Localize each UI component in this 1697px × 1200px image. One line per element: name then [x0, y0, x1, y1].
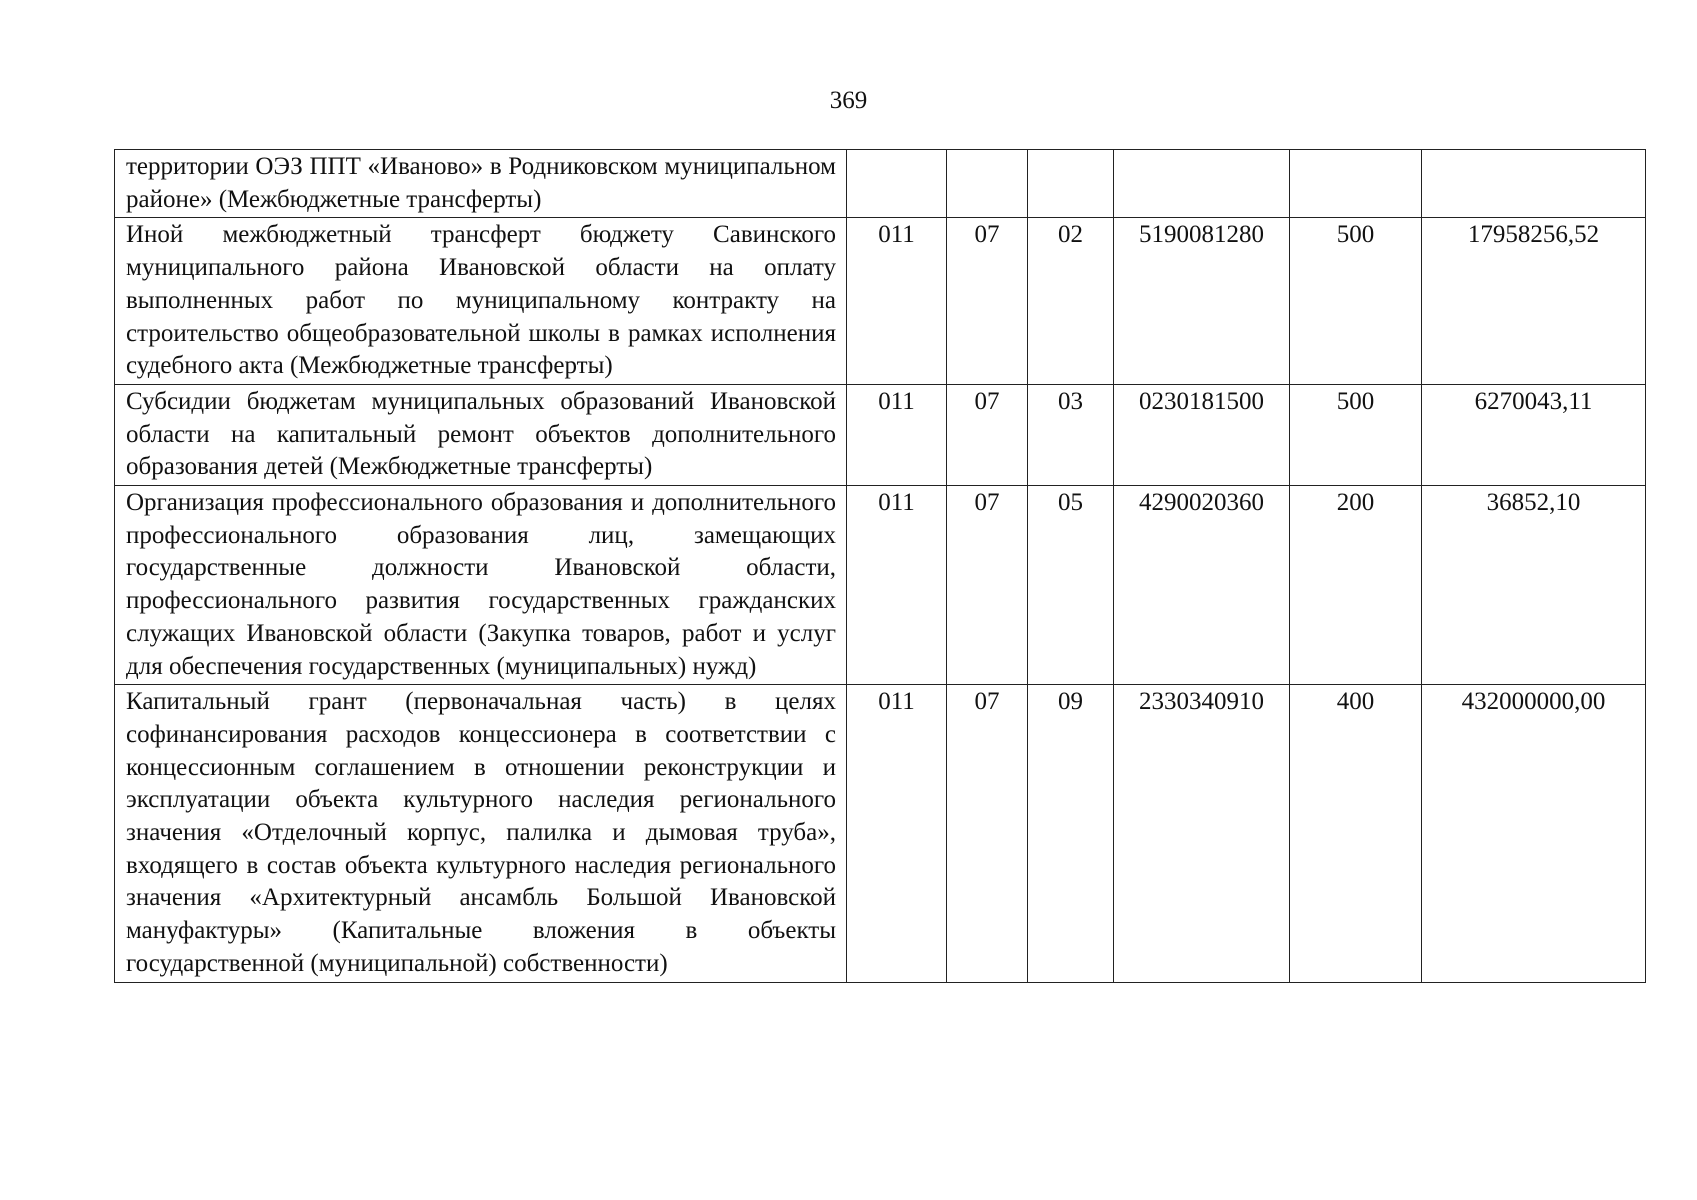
grbs-code: 011: [847, 486, 947, 685]
amount: 17958256,52: [1422, 218, 1646, 385]
section-code: 07: [947, 486, 1028, 685]
table-row: [115, 685, 1646, 982]
target-article-code: 2330340910: [1114, 685, 1290, 982]
amount: [1422, 150, 1646, 218]
budget-table: [114, 149, 1646, 983]
section-code: 07: [947, 384, 1028, 485]
table-row: [115, 218, 1646, 385]
subsection-code: 02: [1028, 218, 1114, 385]
subsection-code: [1028, 150, 1114, 218]
target-article-code: [1114, 150, 1290, 218]
expense-description: Организация профессионального образования и дополнительного профессионального образования лиц, замещающих государственные должности Ивановской области, профессионального развития государственных гражданских служащих Ивановской области (Закупка товаров, работ и услуг для обеспечения государственных (муниципальных) нужд): [115, 486, 847, 685]
subsection-code: 03: [1028, 384, 1114, 485]
expense-type-code: 400: [1290, 685, 1422, 982]
expense-description: Иной межбюджетный трансферт бюджету Савинского муниципального района Ивановской области на оплату выполненных работ по муниципальному контракту на строительство общеобразовательной школы в рамках исполнения судебного акта (Межбюджетные трансферты): [115, 218, 847, 385]
grbs-code: 011: [847, 218, 947, 385]
amount: 36852,10: [1422, 486, 1646, 685]
subsection-code: 09: [1028, 685, 1114, 982]
section-code: [947, 150, 1028, 218]
amount: 432000000,00: [1422, 685, 1646, 982]
expense-description: Капитальный грант (первоначальная часть) в целях софинансирования расходов концессионера в соответствии с концессионным соглашением в отношении реконструкции и эксплуатации объекта культурного наследия регионального значения «Отделочный корпус, палилка и дымовая труба», входящего в состав объекта культурного наследия регионального значения «Архитектурный ансамбль Большой Ивановской мануфактуры» (Капитальные вложения в объекты государственной (муниципальной) собственности): [115, 685, 847, 982]
table-row: [115, 150, 1646, 218]
page-number: 369: [829, 87, 868, 114]
target-article-code: 5190081280: [1114, 218, 1290, 385]
grbs-code: 011: [847, 685, 947, 982]
expense-type-code: 200: [1290, 486, 1422, 685]
target-article-code: 4290020360: [1114, 486, 1290, 685]
grbs-code: [847, 150, 947, 218]
grbs-code: 011: [847, 384, 947, 485]
expense-type-code: 500: [1290, 384, 1422, 485]
section-code: 07: [947, 218, 1028, 385]
section-code: 07: [947, 685, 1028, 982]
table-row: [115, 486, 1646, 685]
expense-description: территории ОЭЗ ППТ «Иваново» в Родниковском муниципальном районе» (Межбюджетные трансферты): [115, 150, 847, 218]
target-article-code: 0230181500: [1114, 384, 1290, 485]
amount: 6270043,11: [1422, 384, 1646, 485]
expense-description: Субсидии бюджетам муниципальных образований Ивановской области на капитальный ремонт объектов дополнительного образования детей (Межбюджетные трансферты): [115, 384, 847, 485]
expense-type-code: [1290, 150, 1422, 218]
table-row: [115, 384, 1646, 485]
expense-type-code: 500: [1290, 218, 1422, 385]
subsection-code: 05: [1028, 486, 1114, 685]
